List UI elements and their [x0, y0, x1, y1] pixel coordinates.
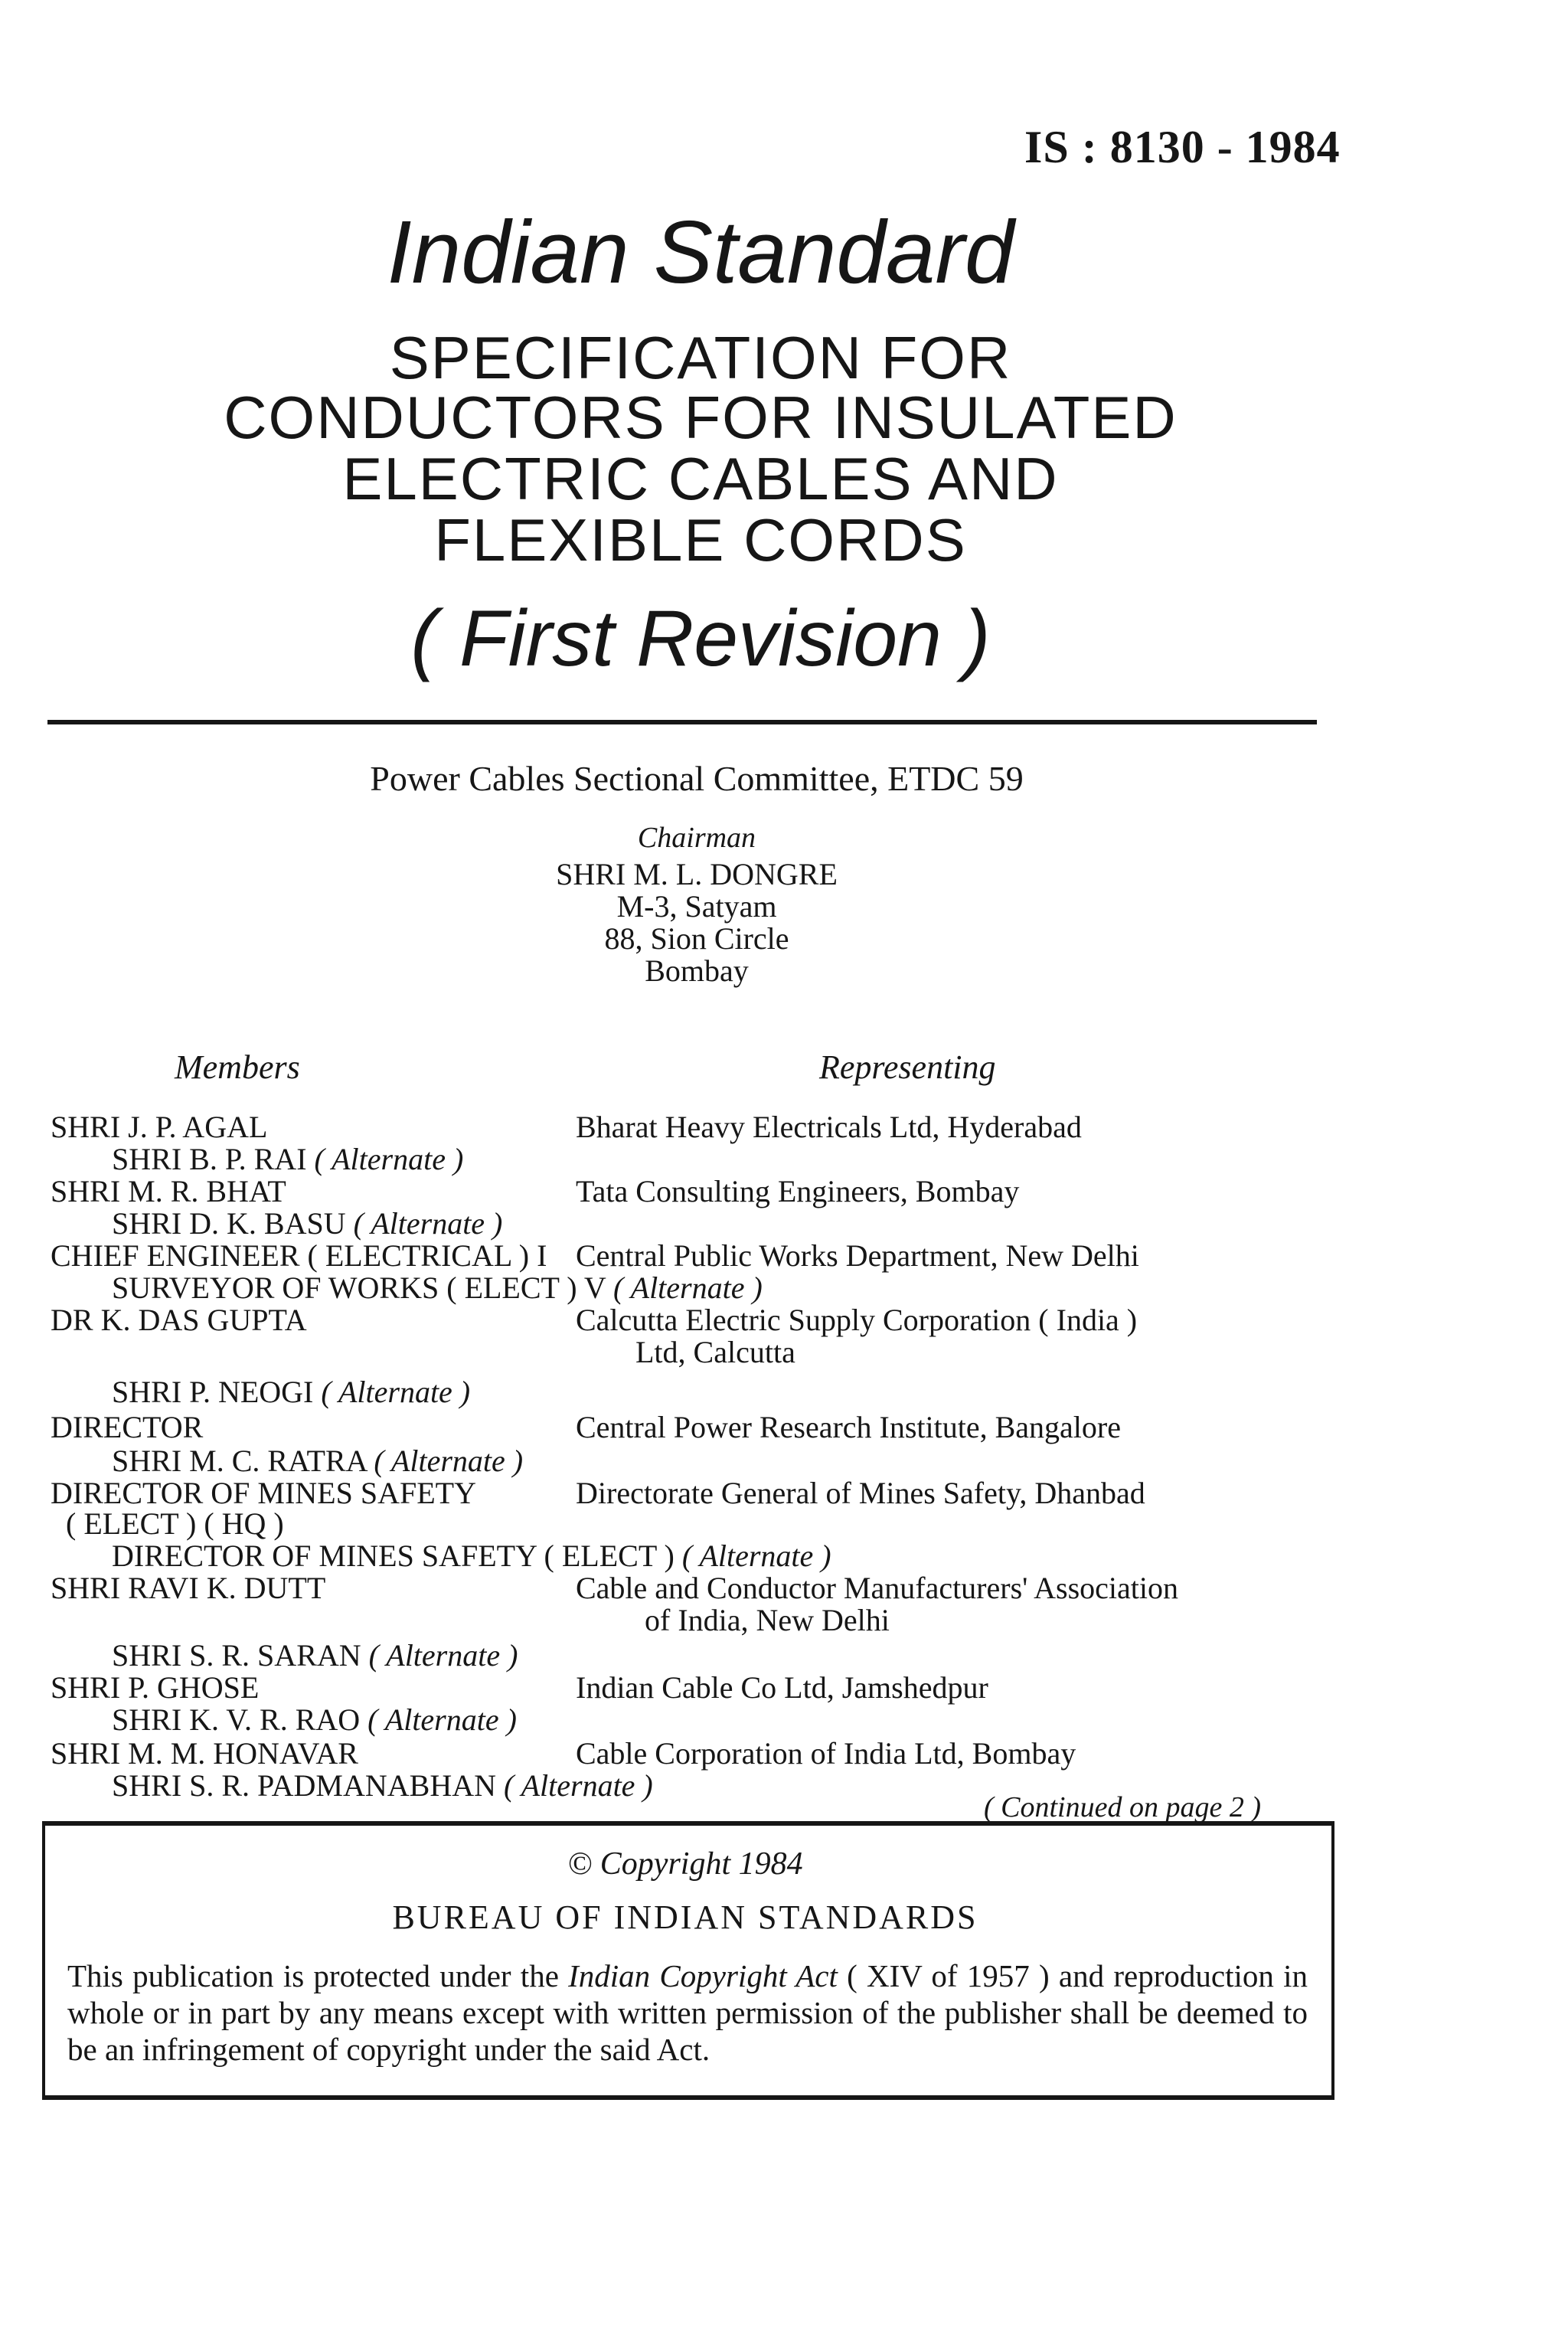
alternate-member — [112, 1443, 523, 1479]
member-name: SHRI K. V. R. RAO — [112, 1702, 361, 1737]
standard-number: IS : 8130 - 1984 — [1024, 122, 1341, 172]
alternate-member — [112, 1141, 463, 1177]
chairman-address-2: 88, Sion Circle — [604, 921, 789, 956]
alternate-label: ( Alternate ) — [368, 1702, 517, 1737]
committee-name: Power Cables Sectional Committee, ETDC 59 — [370, 759, 1024, 798]
alternate-label: ( Alternate ) — [353, 1206, 503, 1241]
member-representing: Indian Cable Co Ltd, Jamshedpur — [576, 1670, 988, 1705]
member-name: SHRI S. R. SARAN — [112, 1638, 361, 1673]
member-name: SHRI RAVI K. DUTT — [51, 1571, 326, 1605]
member-name: SHRI P. GHOSE — [51, 1670, 260, 1705]
member-name: SHRI D. K. BASU — [112, 1206, 346, 1241]
alternate-label: ( Alternate ) — [613, 1270, 763, 1305]
alternate-member — [112, 1768, 653, 1804]
spec-line-4: FLEXIBLE CORDS — [434, 506, 967, 574]
representing-heading: Representing — [819, 1048, 996, 1086]
member-representing: Tata Consulting Engineers, Bombay — [576, 1174, 1020, 1208]
members-heading: Members — [175, 1048, 300, 1086]
member-name: SHRI M. R. BHAT — [51, 1174, 286, 1208]
document-title: Indian Standard — [387, 202, 1014, 302]
member-name: DIRECTOR — [51, 1410, 204, 1444]
alternate-member — [112, 1637, 518, 1673]
member-representing: Directorate General of Mines Safety, Dhanbad — [576, 1476, 1145, 1510]
member-name: SHRI B. P. RAI — [112, 1142, 307, 1176]
member-name: SHRI M. C. RATRA — [112, 1444, 367, 1478]
member-representing: Bharat Heavy Electricals Ltd, Hyderabad — [576, 1110, 1082, 1144]
member-name: SHRI J. P. AGAL — [51, 1110, 268, 1144]
alternate-member — [112, 1374, 470, 1410]
notice-act-name: Indian Copyright Act — [568, 1958, 838, 1993]
alternate-label: ( Alternate ) — [374, 1444, 524, 1478]
member-name: SHRI S. R. PADMANABHAN — [112, 1768, 496, 1803]
alternate-label: ( Alternate ) — [503, 1768, 653, 1803]
alternate-member — [112, 1270, 763, 1306]
member-name: DR K. DAS GUPTA — [51, 1303, 307, 1337]
alternate-label: ( Alternate ) — [321, 1375, 471, 1409]
member-name: SHRI P. NEOGI — [112, 1375, 314, 1409]
alternate-label: ( Alternate ) — [368, 1638, 518, 1673]
spec-line-3: ELECTRIC CABLES AND — [342, 445, 1059, 512]
alternate-member — [112, 1538, 831, 1574]
member-representing: Cable and Conductor Manufacturers' Association — [576, 1571, 1179, 1605]
member-name: DIRECTOR OF MINES SAFETY ( ELECT ) — [112, 1539, 675, 1573]
notice-text: This publication is protected under the — [67, 1958, 569, 1993]
member-representing: Cable Corporation of India Ltd, Bombay — [576, 1736, 1076, 1771]
spec-line-2: CONDUCTORS FOR INSULATED — [224, 384, 1178, 451]
member-representing: Central Public Works Department, New Delhi — [576, 1238, 1139, 1273]
member-representing-cont: of India, New Delhi — [645, 1603, 890, 1637]
member-name: DIRECTOR OF MINES SAFETY — [51, 1476, 476, 1510]
chairman-address-3: Bombay — [645, 953, 749, 988]
revision-label: ( First Revision ) — [410, 594, 991, 683]
member-name: SURVEYOR OF WORKS ( ELECT ) V — [112, 1270, 606, 1305]
alternate-member — [112, 1702, 517, 1738]
chairman-name: SHRI M. L. DONGRE — [556, 857, 838, 891]
member-name: SHRI M. M. HONAVAR — [51, 1736, 358, 1771]
continued-note: ( Continued on page 2 ) — [984, 1791, 1262, 1823]
member-representing: Calcutta Electric Supply Corporation ( India ) — [576, 1303, 1138, 1337]
copyright-line: © Copyright 1984 — [567, 1846, 803, 1882]
member-representing: Central Power Research Institute, Bangalore — [576, 1410, 1121, 1444]
divider-rule — [47, 720, 1317, 724]
chairman-label: Chairman — [637, 822, 756, 854]
notice-text: ( XIV of 1957 ) and reproduction in whole or in part by any means except with written permission of the publisher shall be deemed to be an infringement of copyright under the said Act. — [67, 1958, 1308, 2067]
alternate-label: ( Alternate ) — [681, 1539, 831, 1573]
alternate-label: ( Alternate ) — [314, 1142, 464, 1176]
member-name-cont: ( ELECT ) ( HQ ) — [66, 1506, 284, 1541]
member-name: CHIEF ENGINEER ( ELECTRICAL ) I — [51, 1238, 547, 1273]
chairman-address-1: M-3, Satyam — [616, 889, 777, 924]
copyright-notice — [67, 1957, 1308, 2068]
bureau-name: BUREAU OF INDIAN STANDARDS — [392, 1898, 978, 1936]
member-representing-cont: Ltd, Calcutta — [635, 1335, 795, 1369]
spec-line-1: SPECIFICATION FOR — [389, 324, 1012, 391]
alternate-member — [112, 1205, 502, 1241]
